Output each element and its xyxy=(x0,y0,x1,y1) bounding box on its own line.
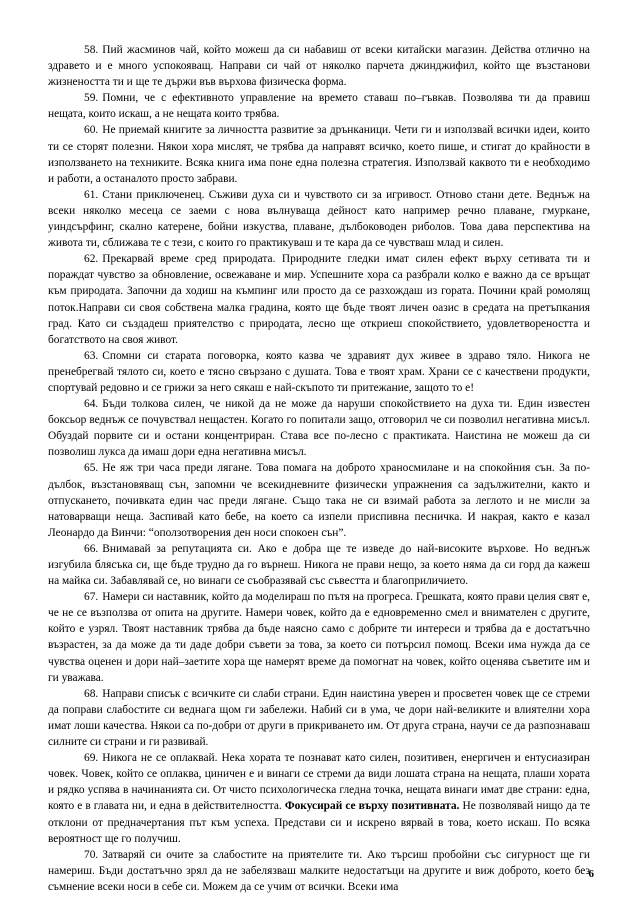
paragraph-number: 67. xyxy=(84,591,99,604)
paragraph-number: 62. xyxy=(84,253,99,266)
paragraph-text: Спомни си старата поговорка, която казва че здравият дух живее в здраво тяло. Никога не пренебрегвай тялото си, което е тясно свързано с душата. Това е твоят храм. Храни се с качествени продукти, спортувай редовно и се грижи за него сякаш е най-скъпото ти притежание, защото то е! xyxy=(48,349,590,394)
paragraph-text: Никога не се оплаквай. Нека хората те познават като силен, позитивен, енергичен и ентусиазиран човек. Човек, който се оплаква, циничен е и винаги се стреми да види лошата страна на нещата, плаши хората и рядко успява в начинанията си. От чисто психологическа гледна точка, нещата винаги имат две страни: една, която е в главата ни, и една в действителността. xyxy=(48,752,590,813)
paragraph-59 xyxy=(48,90,590,122)
paragraph-text: Не приемай книгите за личността развитие за дрънканици. Чети ги и използвай всички идеи, които ти се сторят полезни. Някои хора мислят, че трябва да направят всичко, което пише, и стигат до крайности в използването на техниките. Всяка книга има поне една полезна стратегия. Използвай каквото ти е необходимо и работи, а останалото просто забрави. xyxy=(48,124,590,185)
paragraph-number: 70. xyxy=(84,848,99,861)
page-number: 6 xyxy=(588,868,594,880)
paragraph-64 xyxy=(48,396,590,460)
paragraph-number: 69. xyxy=(84,752,99,765)
paragraph-number: 60. xyxy=(84,124,99,137)
paragraph-number: 66. xyxy=(84,542,99,555)
paragraph-66 xyxy=(48,541,590,589)
paragraph-number: 64. xyxy=(84,398,99,411)
paragraph-number: 65. xyxy=(84,462,99,475)
paragraph-68 xyxy=(48,686,590,750)
paragraph-69 xyxy=(48,750,590,847)
paragraph-text: Помни, че с ефективното управление на времето ставаш по–гъвкав. Позволява ти да правиш нещата, които искаш, а не нещата които трябва. xyxy=(48,92,590,121)
paragraph-number: 59. xyxy=(84,92,99,105)
paragraph-text: Прекарвай време сред природата. Природните гледки имат силен ефект върху сетивата ти и пораждат чувство за обновление, освежаване и мир. Успешните хора са разбрали колко е важно да се връщат към природата. Започни да ходиш на къмпинг или просто да се разхождаш из гората. Почини край ромолящ поток.Направи си своя собствена малка градина, която ще бъде твоят личен оазис в средата на претъпкания град. Като си създадеш приятелство с природата, лесно ще откриеш спокойствието, удовлетвореността и богатството на своя живот. xyxy=(48,253,590,346)
paragraph-70 xyxy=(48,847,590,895)
paragraph-58 xyxy=(48,42,590,90)
emphasized-phrase: Фокусирай се върху позитивната. xyxy=(284,800,460,813)
paragraph-number: 63. xyxy=(84,349,99,362)
paragraph-text: Пий жасминов чай, който можеш да си набавиш от всеки китайски магазин. Действа отлично на здравето и е много успокояващ. Направи си чай от няколко парчета джинджифил, който ще възстанови жизнеността ти и ще те държи във върхова физическа форма. xyxy=(48,44,590,89)
paragraph-60 xyxy=(48,122,590,186)
body-text xyxy=(48,42,590,895)
paragraph-65 xyxy=(48,460,590,540)
paragraph-63 xyxy=(48,348,590,396)
paragraph-number: 58. xyxy=(84,44,99,56)
paragraph-text: Бъди толкова силен, че никой да не може да наруши спокойствието на духа ти. Един известен боксьор веднъж се почувствал нещастен. Когато го попитали защо, отговорил че си позволил негативна мисъл. Обуздай порвите си и остани концентриран. Става все по-лесно с практиката. Наистина не можеш да си позволиш лукса да имаш дори една негативна мисъл. xyxy=(48,398,590,459)
paragraph-text: Направи списък с всичките си слаби страни. Един наистина уверен и просветен човек ще се стреми да поправи слабостите си веднага щом ги забележи. Набий си в ума, че дори най-великите и влиятелни хора имат лоши качества. Някои са по-добри от други в прикриването им. От друга страна, научи се да разпознаваш силните си страни и ги развивай. xyxy=(48,687,590,749)
paragraph-text: Намери си наставник, който да моделираш по пътя на прогреса. Грешката, която прави целия свят е, че не се възползва от опита на другите. Намери човек, който да е едновременно смел и внимателен с другите, който е узрял. Твоят наставник трябва да бъде наясно само с добрите ти интереси и трябва да е достатъчно възрастен, за да може да ти даде добри съвети за това, за което си потърсил помощ. Всеки има нужда да се чувства оценен и дори най–заетите хора ще намерят време да помогнат на човек, който оценява съветите им и ги уважава. xyxy=(48,591,590,684)
paragraph-61 xyxy=(48,187,590,251)
paragraph-text: Не яж три часа преди лягане. Това помага на доброто храносмилане и на спокойния сън. За по-дълбок, възстановяващ сън, запомни че всекидневните физически упражнения са задължителни, както и отпускането, почивката един час преди лягане. Също така не си взимай работа за леглото и не мисли за натоварващи неща. Заспивай като бебе, на което са изпели приспивна песничка. И накрая, както е казал Леонардо да Винчи: “оползотворения ден носи спокоен сън”. xyxy=(48,462,590,539)
paragraph-text: Стани приключенец. Съживи духа си и чувството си за игривост. Отново стани дете. Веднъж на всеки няколко месеца се заеми с нова вълнуваща дейност като например речно плаване, гмуркане, уиндсърфинг, скално катерене, бойни изкуства, плаване, дълбоководен риболов. Това дава перспектива на живота ти, сближава те с тези, с които го практикуваш и те кара да се чувстваш млад и силен. xyxy=(48,188,590,250)
paragraph-text: Внимавай за репутацията си. Ако е добра ще те изведе до най-високите върхове. Но веднъж изгубила блясъка си, ще бъде трудно да го върнеш. Никога не прави нещо, за което няма да си горд да кажеш на майка си. Забавлявай се, но винаги се съобразявай със съвестта и благоприличието. xyxy=(48,542,590,588)
paragraph-text-continued: Не позволявай нищо да те отклони от предначертания път към успеха. Представи си и искрено вярвай в това, което искаш. По всяка вероятност ще го получиш. xyxy=(48,800,591,845)
paragraph-number: 68. xyxy=(84,687,99,700)
paragraph-67 xyxy=(48,589,590,686)
paragraph-text: Затваряй си очите за слабостите на приятелите ти. Ако търсиш пробойни със сигурност ще ги намериш. Бъди достатъчно зрял да не забелязваш малките недостатъци на другите и виж доброто, което без съмнение всеки носи в себе си. Можем да се учим от всички. Всеки има xyxy=(48,848,590,893)
paragraph-number: 61. xyxy=(84,188,99,201)
paragraph-62 xyxy=(48,251,590,348)
